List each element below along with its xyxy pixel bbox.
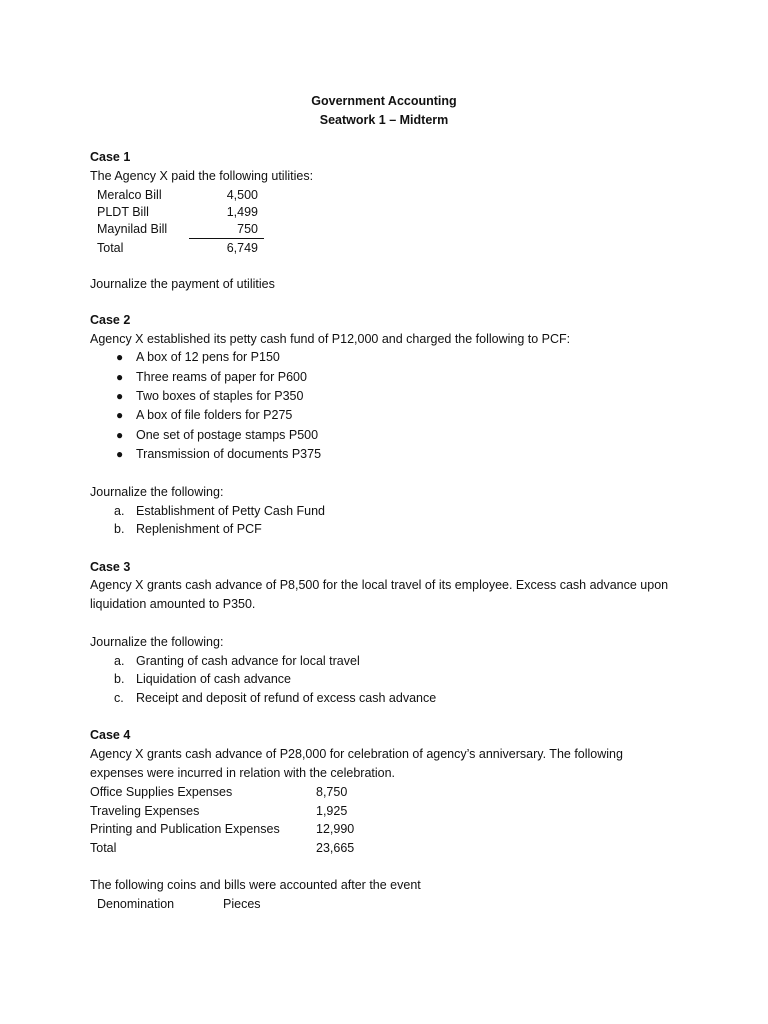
case1-heading: Case 1 [90,150,131,164]
case2-bullet-item: A box of file folders for P275 [136,408,293,422]
case4-col-pieces: Pieces [223,897,261,911]
case4-expense-label: Printing and Publication Expenses [90,822,280,836]
case1-instruction: Journalize the payment of utilities [90,277,275,291]
case2-instruction: Journalize the following: [90,485,224,499]
total-underline [189,238,264,239]
case2-intro: Agency X established its petty cash fund of P12,000 and charged the following to PCF: [90,332,571,346]
case2-heading: Case 2 [90,313,131,327]
case3-intro-line1: Agency X grants cash advance of P8,500 for the local travel of its employee. Excess cash advance upon [90,578,669,592]
case1-item-amount: 1,499 [226,205,258,219]
case2-bullet-item: Three reams of paper for P600 [136,370,307,384]
case3-instruction: Journalize the following: [90,635,224,649]
case2-task-letter: b. [114,522,125,536]
bullet-icon: ● [116,350,124,364]
bullet-icon: ● [116,389,124,403]
case3-heading: Case 3 [90,560,131,574]
case4-total-label: Total [90,841,117,855]
case4-coins-intro: The following coins and bills were accounted after the event [90,878,421,892]
case3-task-text: Liquidation of cash advance [136,672,291,686]
case3-task-text: Receipt and deposit of refund of excess cash advance [136,691,437,705]
case1-total-label: Total [97,241,124,255]
case4-expense-amount: 12,990 [316,822,355,836]
case4-intro-line2: expenses were incurred in relation with the celebration. [90,766,396,780]
case1-item-label: Meralco Bill [97,188,162,202]
document-title: Government Accounting [311,94,457,108]
case2-task-text: Establishment of Petty Cash Fund [136,504,325,518]
case2-bullet-item: A box of 12 pens for P150 [136,350,280,364]
bullet-icon: ● [116,408,124,422]
case1-item-label: Maynilad Bill [97,222,168,236]
case4-expense-amount: 1,925 [316,804,348,818]
case4-expense-label: Traveling Expenses [90,804,200,818]
case2-bullet-item: Transmission of documents P375 [136,447,322,461]
case3-task-letter: c. [114,691,124,705]
bullet-icon: ● [116,428,124,442]
bullet-icon: ● [116,447,124,461]
case4-col-denomination: Denomination [97,897,175,911]
case1-total-amount: 6,749 [226,241,258,255]
case2-task-letter: a. [114,504,125,518]
case4-heading: Case 4 [90,728,131,742]
bullet-icon: ● [116,370,124,384]
case1-item-label: PLDT Bill [97,205,149,219]
case2-task-text: Replenishment of PCF [136,522,262,536]
case3-task-letter: b. [114,672,125,686]
case1-item-amount: 4,500 [226,188,258,202]
document-subtitle: Seatwork 1 – Midterm [319,113,449,127]
case3-task-letter: a. [114,654,125,668]
case4-intro-line1: Agency X grants cash advance of P28,000 for celebration of agency’s anniversary. The following [90,747,623,761]
case3-task-text: Granting of cash advance for local travel [136,654,360,668]
case4-expense-amount: 8,750 [316,785,348,799]
case2-bullet-item: Two boxes of staples for P350 [136,389,304,403]
case4-total-amount: 23,665 [316,841,355,855]
case2-bullet-item: One set of postage stamps P500 [136,428,319,442]
case1-item-amount: 750 [237,222,258,236]
case4-expense-label: Office Supplies Expenses [90,785,233,799]
case3-intro-line2: liquidation amounted to P350. [90,597,256,611]
case1-intro: The Agency X paid the following utilities: [90,169,314,183]
